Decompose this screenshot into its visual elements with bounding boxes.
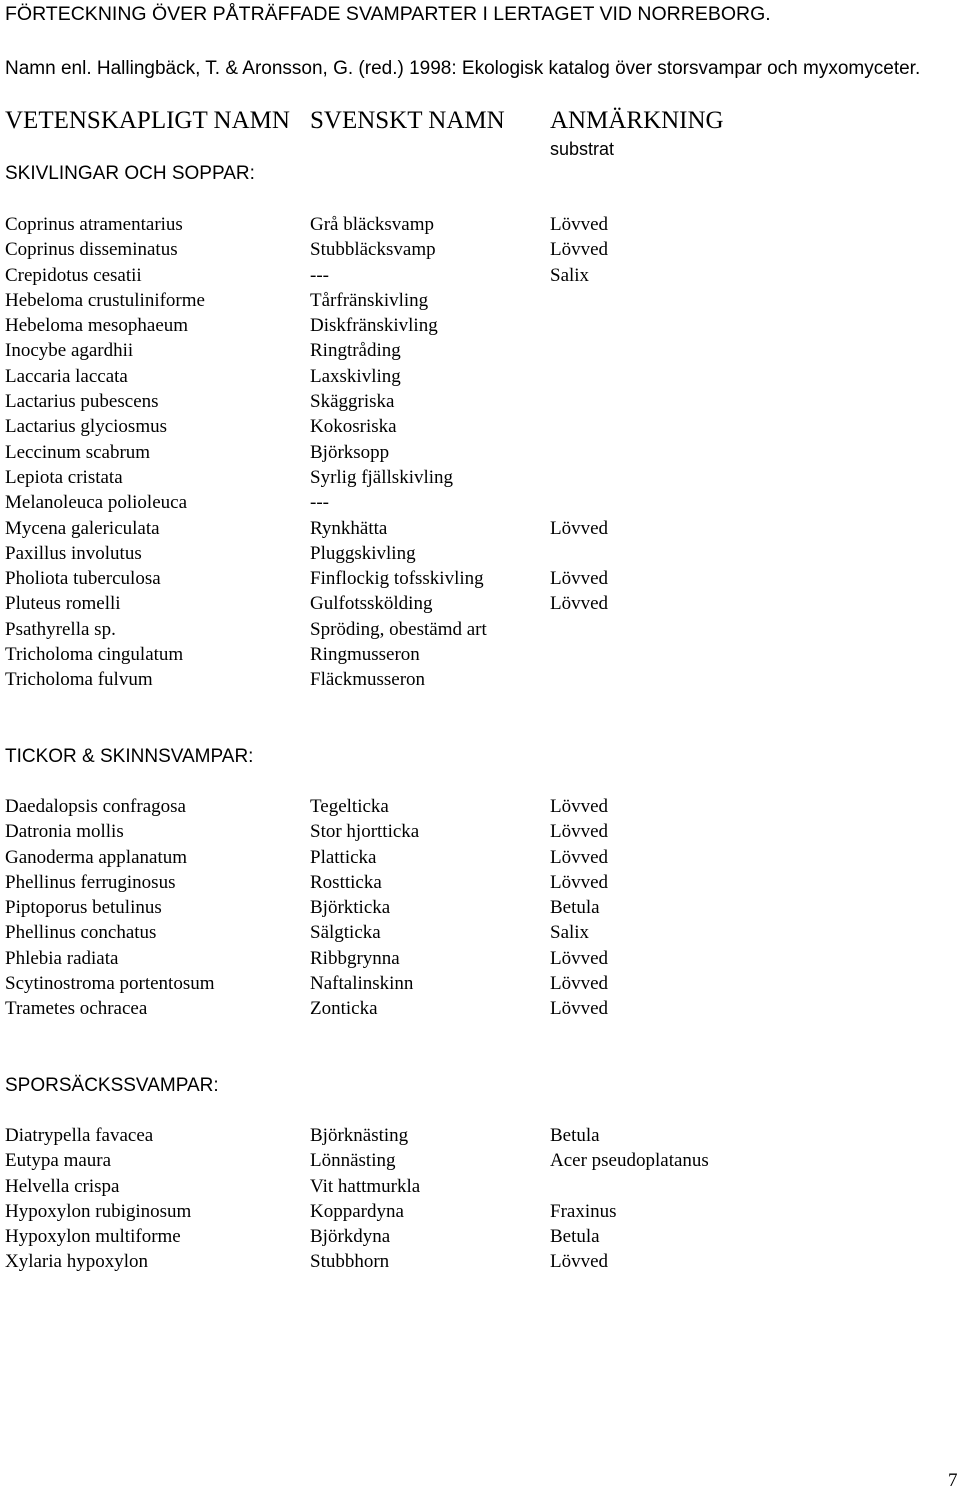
scientific-name-cell: Psathyrella sp. bbox=[5, 618, 116, 640]
substrate-cell: Lövved bbox=[550, 846, 609, 868]
swedish-name-cell: Stor hjortticka bbox=[310, 821, 420, 843]
swedish-name-cell: Grå bläcksvamp bbox=[310, 214, 434, 235]
table-row bbox=[0, 490, 960, 515]
scientific-name-cell: Mycena galericulata bbox=[5, 517, 160, 539]
scientific-name-cell: Trametes ochracea bbox=[5, 998, 148, 1020]
scientific-name-cell: Pluteus romelli bbox=[5, 593, 121, 615]
swedish-name-cell: Laxskivling bbox=[310, 365, 401, 387]
table-row bbox=[0, 1148, 960, 1173]
swedish-name-cell: Pluggskivling bbox=[310, 542, 416, 564]
section-rows-ascomycetes bbox=[0, 1123, 960, 1275]
substrate-cell: Lövved bbox=[550, 1251, 609, 1273]
scientific-name-cell: Hebeloma mesophaeum bbox=[5, 315, 189, 337]
swedish-name-cell: --- bbox=[310, 492, 329, 514]
table-row bbox=[0, 617, 960, 642]
table-row bbox=[0, 1174, 960, 1199]
section-rows-polypores bbox=[0, 794, 960, 1022]
column-header-swedish-name: SVENSKT NAMN bbox=[310, 107, 505, 134]
swedish-name-cell: Kokosriska bbox=[310, 416, 397, 438]
table-row bbox=[0, 465, 960, 490]
table-row bbox=[0, 1199, 960, 1224]
substrate-cell: Betula bbox=[550, 1125, 600, 1146]
scientific-name-cell: Piptoporus betulinus bbox=[5, 897, 162, 919]
table-row bbox=[0, 920, 960, 945]
section-heading-polypores: TICKOR & SKINNSVAMPAR: bbox=[5, 746, 254, 767]
table-row bbox=[0, 946, 960, 971]
substrate-cell: Fraxinus bbox=[550, 1200, 617, 1222]
swedish-name-cell: Björknästing bbox=[310, 1125, 409, 1146]
swedish-name-cell: Fläckmusseron bbox=[310, 669, 426, 691]
scientific-name-cell: Eutypa maura bbox=[5, 1150, 112, 1172]
table-row bbox=[0, 440, 960, 465]
table-row bbox=[0, 364, 960, 389]
substrate-cell: Salix bbox=[550, 922, 590, 944]
scientific-name-cell: Paxillus involutus bbox=[5, 542, 142, 564]
table-row bbox=[0, 389, 960, 414]
table-row bbox=[0, 516, 960, 541]
substrate-cell: Betula bbox=[550, 1226, 600, 1248]
table-row bbox=[0, 971, 960, 996]
scientific-name-cell: Laccaria laccata bbox=[5, 365, 128, 387]
swedish-name-cell: Stubbläcksvamp bbox=[310, 239, 436, 261]
scientific-name-cell: Crepidotus cesatii bbox=[5, 264, 142, 286]
swedish-name-cell: Stubbhorn bbox=[310, 1251, 390, 1273]
section-heading-gilled-mushrooms: SKIVLINGAR OCH SOPPAR: bbox=[5, 163, 255, 184]
swedish-name-cell: Tegelticka bbox=[310, 796, 389, 817]
table-row bbox=[0, 263, 960, 288]
table-row bbox=[0, 1224, 960, 1249]
table-row bbox=[0, 237, 960, 262]
table-row bbox=[0, 794, 960, 819]
table-row bbox=[0, 667, 960, 692]
table-row bbox=[0, 642, 960, 667]
swedish-name-cell: Gulfotsskölding bbox=[310, 593, 433, 615]
scientific-name-cell: Datronia mollis bbox=[5, 821, 124, 843]
substrate-cell: Acer pseudoplatanus bbox=[550, 1150, 709, 1172]
substrate-cell: Betula bbox=[550, 897, 600, 919]
swedish-name-cell: Zonticka bbox=[310, 998, 378, 1020]
scientific-name-cell: Xylaria hypoxylon bbox=[5, 1251, 149, 1273]
substrate-cell: Lövved bbox=[550, 517, 609, 539]
table-row bbox=[0, 313, 960, 338]
scientific-name-cell: Lepiota cristata bbox=[5, 466, 123, 488]
swedish-name-cell: Sälgticka bbox=[310, 922, 381, 944]
swedish-name-cell: Skäggriska bbox=[310, 391, 395, 413]
table-row bbox=[0, 288, 960, 313]
scientific-name-cell: Scytinostroma portentosum bbox=[5, 973, 215, 995]
section-heading-ascomycetes: SPORSÄCKSSVAMPAR: bbox=[5, 1075, 219, 1096]
scientific-name-cell: Helvella crispa bbox=[5, 1175, 120, 1197]
table-row bbox=[0, 414, 960, 439]
document-subtitle: Namn enl. Hallingbäck, T. & Aronsson, G. (red.) 1998: Ekologisk katalog över storsvampar och myxomyceter. bbox=[5, 58, 921, 79]
substrate-cell: Lövved bbox=[550, 998, 609, 1020]
table-row bbox=[0, 541, 960, 566]
substrate-cell: Lövved bbox=[550, 821, 609, 843]
table-row bbox=[0, 591, 960, 616]
swedish-name-cell: Finflockig tofsskivling bbox=[310, 568, 484, 590]
substrate-cell: Lövved bbox=[550, 796, 609, 817]
substrate-cell: Salix bbox=[550, 264, 590, 286]
swedish-name-cell: Syrlig fjällskivling bbox=[310, 466, 454, 488]
substrate-cell: Lövved bbox=[550, 239, 609, 261]
column-header-note: ANMÄRKNING bbox=[550, 107, 724, 134]
scientific-name-cell: Tricholoma cingulatum bbox=[5, 644, 184, 666]
swedish-name-cell: Diskfränskivling bbox=[310, 315, 438, 337]
swedish-name-cell: --- bbox=[310, 264, 329, 286]
scientific-name-cell: Inocybe agardhii bbox=[5, 340, 134, 362]
table-row bbox=[0, 1249, 960, 1274]
scientific-name-cell: Phlebia radiata bbox=[5, 947, 119, 969]
table-row bbox=[0, 566, 960, 591]
scientific-name-cell: Tricholoma fulvum bbox=[5, 669, 153, 691]
swedish-name-cell: Ringmusseron bbox=[310, 644, 420, 666]
scientific-name-cell: Ganoderma applanatum bbox=[5, 846, 188, 868]
table-row bbox=[0, 819, 960, 844]
scientific-name-cell: Phellinus ferruginosus bbox=[5, 871, 176, 893]
scientific-name-cell: Melanoleuca polioleuca bbox=[5, 492, 188, 514]
table-row bbox=[0, 895, 960, 920]
substrate-cell: Lövved bbox=[550, 947, 609, 969]
column-header-scientific-name: VETENSKAPLIGT NAMN bbox=[5, 107, 290, 134]
swedish-name-cell: Rynkhätta bbox=[310, 517, 388, 539]
scientific-name-cell: Coprinus disseminatus bbox=[5, 239, 178, 261]
swedish-name-cell: Naftalinskinn bbox=[310, 973, 414, 995]
table-row bbox=[0, 1123, 960, 1148]
swedish-name-cell: Tårfränskivling bbox=[310, 289, 429, 311]
scientific-name-cell: Hypoxylon multiforme bbox=[5, 1226, 181, 1248]
scientific-name-cell: Hypoxylon rubiginosum bbox=[5, 1200, 192, 1222]
swedish-name-cell: Ribbgrynna bbox=[310, 947, 400, 969]
swedish-name-cell: Platticka bbox=[310, 846, 377, 868]
scientific-name-cell: Pholiota tuberculosa bbox=[5, 568, 161, 590]
substrate-cell: Lövved bbox=[550, 871, 609, 893]
scientific-name-cell: Diatrypella favacea bbox=[5, 1125, 154, 1146]
swedish-name-cell: Vit hattmurkla bbox=[310, 1175, 421, 1197]
swedish-name-cell: Spröding, obestämd art bbox=[310, 618, 487, 640]
scientific-name-cell: Lactarius glyciosmus bbox=[5, 416, 167, 438]
table-row bbox=[0, 845, 960, 870]
scientific-name-cell: Phellinus conchatus bbox=[5, 922, 157, 944]
scientific-name-cell: Hebeloma crustuliniforme bbox=[5, 289, 205, 311]
column-subheader-substrate: substrat bbox=[550, 139, 615, 159]
scientific-name-cell: Coprinus atramentarius bbox=[5, 214, 183, 235]
swedish-name-cell: Lönnästing bbox=[310, 1150, 396, 1172]
table-row bbox=[0, 338, 960, 363]
table-row bbox=[0, 870, 960, 895]
swedish-name-cell: Koppardyna bbox=[310, 1200, 404, 1222]
swedish-name-cell: Ringtråding bbox=[310, 340, 401, 362]
table-row bbox=[0, 212, 960, 237]
page-number: 7 bbox=[948, 1470, 958, 1491]
table-row bbox=[0, 996, 960, 1021]
substrate-cell: Lövved bbox=[550, 214, 609, 235]
substrate-cell: Lövved bbox=[550, 568, 609, 590]
swedish-name-cell: Rostticka bbox=[310, 871, 382, 893]
scientific-name-cell: Daedalopsis confragosa bbox=[5, 796, 186, 817]
scientific-name-cell: Lactarius pubescens bbox=[5, 391, 159, 413]
scientific-name-cell: Leccinum scabrum bbox=[5, 441, 151, 463]
swedish-name-cell: Björkticka bbox=[310, 897, 391, 919]
document-title: FÖRTECKNING ÖVER PÅTRÄFFADE SVAMPARTER I LERTAGET VID NORREBORG. bbox=[5, 3, 771, 25]
swedish-name-cell: Björkdyna bbox=[310, 1226, 391, 1248]
substrate-cell: Lövved bbox=[550, 973, 609, 995]
substrate-cell: Lövved bbox=[550, 593, 609, 615]
section-rows-gilled-mushrooms bbox=[0, 212, 960, 693]
swedish-name-cell: Björksopp bbox=[310, 441, 390, 463]
